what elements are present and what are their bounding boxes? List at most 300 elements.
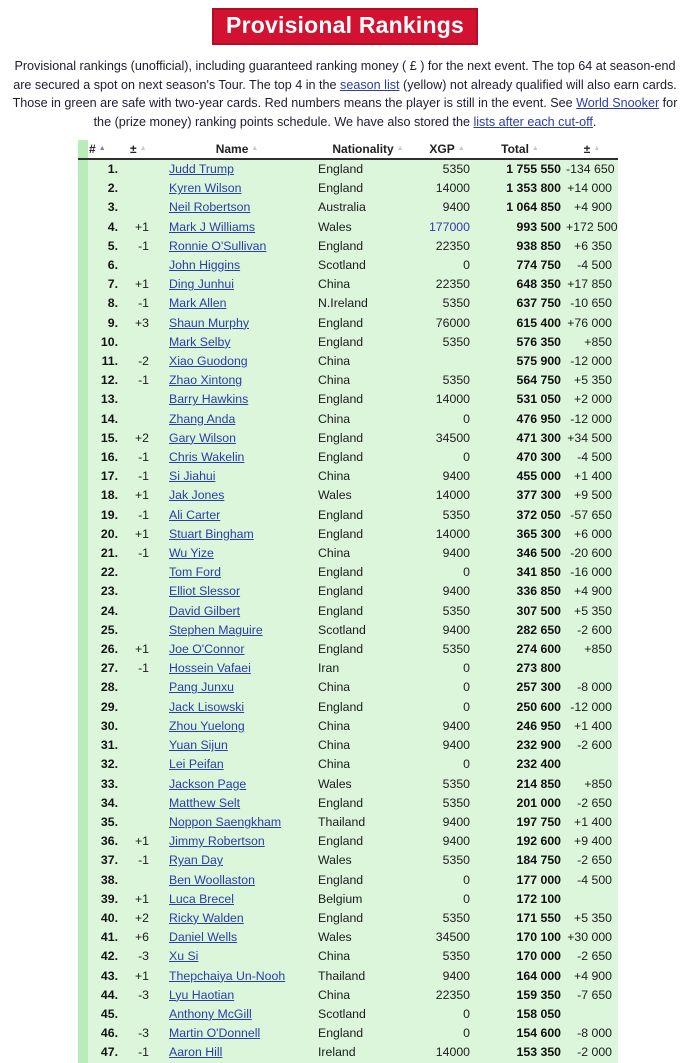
name-cell — [158, 602, 316, 621]
move-cell — [124, 678, 158, 697]
rank-cell: 22. — [88, 563, 124, 582]
table-row — [78, 755, 618, 774]
row-gutter — [78, 851, 88, 870]
change-cell: -12 000 — [566, 410, 618, 429]
name-cell — [158, 582, 316, 601]
nationality-cell: N.Ireland — [316, 294, 420, 313]
nationality-cell: Wales — [316, 775, 420, 794]
nationality-cell: England — [316, 698, 420, 717]
rank-cell: 30. — [88, 717, 124, 736]
row-gutter — [78, 1043, 88, 1062]
move-cell — [124, 775, 158, 794]
nationality-cell: China — [316, 544, 420, 563]
name-cell — [158, 198, 316, 217]
table-row — [78, 871, 618, 890]
name-cell — [158, 640, 316, 659]
player-link[interactable]: Jimmy Robertson — [169, 834, 265, 849]
player-link[interactable]: Hossein Vafaei — [169, 661, 251, 676]
total-cell: 1 755 550 — [474, 159, 566, 179]
player-link[interactable]: Stuart Bingham — [169, 526, 254, 541]
player-link[interactable]: Kyren Wilson — [169, 181, 242, 196]
name-cell — [158, 1043, 316, 1062]
row-gutter — [78, 218, 88, 237]
row-gutter — [78, 275, 88, 294]
change-cell — [566, 890, 618, 909]
row-gutter — [78, 525, 88, 544]
change-cell: -12 000 — [566, 352, 618, 371]
player-link[interactable]: Joe O'Connor — [169, 642, 245, 657]
xgp-cell: 22350 — [420, 237, 474, 256]
xgp-cell: 9400 — [420, 967, 474, 986]
header-total[interactable] — [474, 140, 566, 159]
change-cell: -2 650 — [566, 947, 618, 966]
rank-cell: 20. — [88, 525, 124, 544]
table-row — [78, 198, 618, 217]
sort-icon[interactable]: ▲ — [457, 145, 465, 152]
nationality-cell: Scotland — [316, 1005, 420, 1024]
name-cell — [158, 525, 316, 544]
table-row — [78, 621, 618, 640]
name-cell — [158, 467, 316, 486]
table-row — [78, 736, 618, 755]
xgp-cell: 0 — [420, 890, 474, 909]
sort-icon[interactable]: ▲ — [396, 145, 404, 152]
player-link[interactable]: Zhou Yuelong — [169, 718, 245, 733]
name-cell — [158, 448, 316, 467]
table-row — [78, 640, 618, 659]
player-link[interactable]: Ali Carter — [169, 507, 221, 522]
player-link[interactable]: Jack Lisowski — [169, 699, 245, 714]
rankings-table — [78, 140, 618, 1063]
name-cell — [158, 947, 316, 966]
table-header-row — [78, 140, 618, 159]
total-cell: 232 400 — [474, 755, 566, 774]
total-cell: 1 353 800 — [474, 179, 566, 198]
total-cell: 170 100 — [474, 928, 566, 947]
player-link[interactable]: Jak Jones — [169, 488, 225, 503]
name-cell — [158, 275, 316, 294]
change-cell: -57 650 — [566, 506, 618, 525]
table-row — [78, 986, 618, 1005]
move-cell — [124, 1005, 158, 1024]
title-banner — [0, 8, 690, 45]
player-link[interactable]: Ben Woollaston — [169, 872, 255, 887]
xgp-cell: 0 — [420, 698, 474, 717]
move-cell: -1 — [124, 294, 158, 313]
move-cell — [124, 582, 158, 601]
rank-cell: 13. — [88, 390, 124, 409]
name-cell — [158, 736, 316, 755]
player-link[interactable]: Jackson Page — [169, 776, 247, 791]
row-gutter — [78, 448, 88, 467]
player-link[interactable]: Stephen Maguire — [169, 622, 263, 637]
sort-icon[interactable]: ▲ — [531, 145, 539, 152]
total-cell: 531 050 — [474, 390, 566, 409]
move-cell: -1 — [124, 237, 158, 256]
change-cell: +850 — [566, 775, 618, 794]
name-cell — [158, 1024, 316, 1043]
xgp-cell: 9400 — [420, 582, 474, 601]
name-cell — [158, 544, 316, 563]
rank-cell: 24. — [88, 602, 124, 621]
total-cell: 341 850 — [474, 563, 566, 582]
player-link[interactable]: Xiao Guodong — [169, 354, 248, 369]
xgp-cell: 14000 — [420, 486, 474, 505]
table-row — [78, 928, 618, 947]
xgp-cell: 0 — [420, 678, 474, 697]
nationality-cell: Wales — [316, 928, 420, 947]
header-name-label: Name — [215, 142, 249, 156]
row-gutter — [78, 967, 88, 986]
nationality-cell: England — [316, 448, 420, 467]
player-link[interactable]: Judd Trump — [169, 162, 234, 176]
sort-asc-icon[interactable]: ▲ — [98, 145, 106, 152]
move-cell — [124, 198, 158, 217]
nationality-cell: England — [316, 506, 420, 525]
player-link[interactable]: Lei Peifan — [169, 757, 224, 772]
player-link[interactable]: Thepchaiya Un-Nooh — [169, 968, 286, 983]
xgp-cell: 5350 — [420, 159, 474, 179]
xgp-cell: 5350 — [420, 909, 474, 928]
row-gutter — [78, 794, 88, 813]
xgp-cell: 5350 — [420, 371, 474, 390]
row-gutter — [78, 698, 88, 717]
player-link[interactable]: Mark Allen — [169, 296, 227, 311]
row-gutter — [78, 544, 88, 563]
nationality-cell: Wales — [316, 486, 420, 505]
row-gutter — [78, 678, 88, 697]
name-cell — [158, 986, 316, 1005]
change-cell: +5 350 — [566, 602, 618, 621]
header-nationality-label: Nationality — [332, 142, 394, 156]
intro-link[interactable]: season list — [340, 77, 400, 92]
table-row — [78, 506, 618, 525]
rank-cell: 4. — [88, 218, 124, 237]
change-cell: +850 — [566, 333, 618, 352]
row-gutter — [78, 179, 88, 198]
table-row — [78, 486, 618, 505]
change-cell: +6 000 — [566, 525, 618, 544]
nationality-cell: China — [316, 275, 420, 294]
change-cell: +5 350 — [566, 909, 618, 928]
change-cell: -2 650 — [566, 794, 618, 813]
xgp-cell: 0 — [420, 755, 474, 774]
nationality-cell: Thailand — [316, 813, 420, 832]
total-cell: 336 850 — [474, 582, 566, 601]
nationality-cell: England — [316, 1024, 420, 1043]
player-link[interactable]: Zhang Anda — [169, 411, 236, 426]
change-cell — [566, 1005, 618, 1024]
xgp-cell: 22350 — [420, 275, 474, 294]
player-link[interactable]: Matthew Selt — [169, 795, 241, 810]
rank-cell: 2. — [88, 179, 124, 198]
player-link[interactable]: Luca Brecel — [169, 891, 234, 906]
move-cell — [124, 717, 158, 736]
header-rank-label: # — [89, 142, 96, 156]
rank-cell: 3. — [88, 198, 124, 217]
row-gutter — [78, 775, 88, 794]
move-cell: +1 — [124, 967, 158, 986]
name-cell — [158, 314, 316, 333]
move-cell: +1 — [124, 486, 158, 505]
nationality-cell: Ireland — [316, 1043, 420, 1062]
player-link[interactable]: Anthony McGill — [169, 1006, 252, 1021]
player-link[interactable]: Si Jiahui — [169, 469, 216, 484]
move-cell — [124, 159, 158, 179]
nationality-cell: Wales — [316, 218, 420, 237]
header-name[interactable] — [158, 140, 316, 159]
change-cell: +1 400 — [566, 717, 618, 736]
total-cell: 158 050 — [474, 1005, 566, 1024]
player-link[interactable]: Barry Hawkins — [169, 392, 249, 407]
change-cell: +172 500 — [566, 218, 618, 237]
nationality-cell: China — [316, 736, 420, 755]
player-link[interactable]: Chris Wakelin — [169, 450, 245, 465]
table-row — [78, 544, 618, 563]
sort-icon[interactable]: ▲ — [593, 145, 601, 152]
sort-icon[interactable]: ▲ — [251, 145, 259, 152]
rank-cell: 35. — [88, 813, 124, 832]
change-cell — [566, 659, 618, 678]
rank-cell: 9. — [88, 314, 124, 333]
move-cell: -1 — [124, 371, 158, 390]
header-nationality[interactable] — [316, 140, 420, 159]
rank-cell: 47. — [88, 1043, 124, 1062]
header-rank[interactable] — [88, 140, 124, 159]
rankings-table-body — [78, 159, 618, 1063]
change-cell: +14 000 — [566, 179, 618, 198]
total-cell: 164 000 — [474, 967, 566, 986]
total-cell: 307 500 — [474, 602, 566, 621]
player-link[interactable]: Elliot Slessor — [169, 584, 241, 599]
rank-cell: 5. — [88, 237, 124, 256]
name-cell — [158, 333, 316, 352]
move-cell: +1 — [124, 832, 158, 851]
header-xgp[interactable] — [420, 140, 474, 159]
player-link[interactable]: Yuan Sijun — [169, 738, 228, 753]
nationality-cell: England — [316, 314, 420, 333]
xgp-cell: 14000 — [420, 179, 474, 198]
table-row — [78, 237, 618, 256]
nationality-cell: China — [316, 371, 420, 390]
rank-cell: 8. — [88, 294, 124, 313]
player-link[interactable]: Ronnie O'Sullivan — [169, 238, 267, 253]
change-cell: +5 350 — [566, 371, 618, 390]
change-cell: -2 650 — [566, 851, 618, 870]
xgp-cell: 177000 — [420, 218, 474, 237]
move-cell — [124, 410, 158, 429]
rank-cell: 16. — [88, 448, 124, 467]
change-cell: +9 400 — [566, 832, 618, 851]
total-cell: 282 650 — [474, 621, 566, 640]
total-cell: 471 300 — [474, 429, 566, 448]
xgp-cell: 5350 — [420, 851, 474, 870]
nationality-cell: England — [316, 563, 420, 582]
player-link[interactable]: Martin O'Donnell — [169, 1026, 261, 1041]
total-cell: 177 000 — [474, 871, 566, 890]
player-link[interactable]: Gary Wilson — [169, 430, 236, 445]
name-cell — [158, 410, 316, 429]
rank-cell: 11. — [88, 352, 124, 371]
nationality-cell: Australia — [316, 198, 420, 217]
player-link[interactable]: Ricky Walden — [169, 910, 244, 925]
header-move[interactable] — [124, 140, 158, 159]
header-xgp-label: XGP — [429, 142, 455, 156]
rank-cell: 15. — [88, 429, 124, 448]
xgp-cell: 5350 — [420, 794, 474, 813]
table-row — [78, 890, 618, 909]
xgp-cell: 0 — [420, 410, 474, 429]
name-cell — [158, 506, 316, 525]
row-gutter — [78, 563, 88, 582]
xgp-cell: 5350 — [420, 506, 474, 525]
player-link[interactable]: Wu Yize — [169, 546, 214, 561]
change-cell: +4 900 — [566, 582, 618, 601]
name-cell — [158, 621, 316, 640]
move-cell: +1 — [124, 525, 158, 544]
move-cell — [124, 621, 158, 640]
player-link[interactable]: Noppon Saengkham — [169, 814, 282, 829]
player-link[interactable]: Mark J Williams — [169, 219, 256, 234]
xgp-cell: 5350 — [420, 640, 474, 659]
rank-cell: 38. — [88, 871, 124, 890]
row-gutter — [78, 467, 88, 486]
row-gutter — [78, 1005, 88, 1024]
player-link[interactable]: Tom Ford — [169, 565, 221, 580]
player-link[interactable]: Aaron Hill — [169, 1045, 223, 1060]
rank-cell: 19. — [88, 506, 124, 525]
xgp-cell: 0 — [420, 563, 474, 582]
table-row — [78, 1005, 618, 1024]
change-cell: -2 600 — [566, 736, 618, 755]
player-link[interactable]: Mark Selby — [169, 334, 231, 349]
change-cell: +4 900 — [566, 198, 618, 217]
change-cell: -2 000 — [566, 1043, 618, 1062]
xgp-cell: 9400 — [420, 544, 474, 563]
intro-link[interactable]: World Snooker — [576, 96, 660, 110]
total-cell: 274 600 — [474, 640, 566, 659]
table-row — [78, 678, 618, 697]
total-cell: 201 000 — [474, 794, 566, 813]
player-link[interactable]: David Gilbert — [169, 603, 241, 618]
row-gutter — [78, 486, 88, 505]
rank-cell: 1. — [88, 159, 124, 179]
xgp-cell: 5350 — [420, 602, 474, 621]
table-row — [78, 813, 618, 832]
total-cell: 246 950 — [474, 717, 566, 736]
table-row — [78, 448, 618, 467]
nationality-cell: England — [316, 179, 420, 198]
row-gutter — [78, 871, 88, 890]
nationality-cell: England — [316, 237, 420, 256]
total-cell: 250 600 — [474, 698, 566, 717]
xgp-cell: 9400 — [420, 813, 474, 832]
name-cell — [158, 832, 316, 851]
move-cell: +1 — [124, 218, 158, 237]
total-cell: 637 750 — [474, 294, 566, 313]
table-row — [78, 352, 618, 371]
move-cell — [124, 179, 158, 198]
rank-cell: 39. — [88, 890, 124, 909]
table-row — [78, 179, 618, 198]
name-cell — [158, 909, 316, 928]
rank-cell: 43. — [88, 967, 124, 986]
nationality-cell: Wales — [316, 851, 420, 870]
player-link[interactable]: Pang Junxu — [169, 680, 234, 695]
row-gutter — [78, 986, 88, 1005]
page-title: Provisional Rankings — [212, 8, 478, 45]
total-cell: 154 600 — [474, 1024, 566, 1043]
table-row — [78, 410, 618, 429]
total-cell: 346 500 — [474, 544, 566, 563]
table-row — [78, 794, 618, 813]
row-gutter — [78, 1024, 88, 1043]
row-gutter — [78, 429, 88, 448]
table-row — [78, 909, 618, 928]
header-change[interactable] — [566, 140, 618, 159]
move-cell — [124, 563, 158, 582]
table-row — [78, 947, 618, 966]
name-cell — [158, 659, 316, 678]
rank-cell: 32. — [88, 755, 124, 774]
total-cell: 372 050 — [474, 506, 566, 525]
player-link[interactable]: Ryan Day — [169, 853, 223, 868]
player-link[interactable]: Ding Junhui — [169, 277, 234, 292]
move-cell: -1 — [124, 506, 158, 525]
rank-cell: 17. — [88, 467, 124, 486]
name-cell — [158, 563, 316, 582]
xgp-cell: 9400 — [420, 621, 474, 640]
total-cell: 1 064 850 — [474, 198, 566, 217]
change-cell: -8 000 — [566, 678, 618, 697]
xgp-cell: 9400 — [420, 832, 474, 851]
table-row — [78, 275, 618, 294]
xgp-cell: 0 — [420, 871, 474, 890]
move-cell — [124, 794, 158, 813]
xgp-cell: 14000 — [420, 1043, 474, 1062]
total-cell: 232 900 — [474, 736, 566, 755]
row-gutter — [78, 256, 88, 275]
xgp-cell: 22350 — [420, 986, 474, 1005]
sort-icon[interactable]: ▲ — [139, 145, 147, 152]
nationality-cell: England — [316, 525, 420, 544]
rank-cell: 25. — [88, 621, 124, 640]
total-cell: 476 950 — [474, 410, 566, 429]
player-link[interactable]: Zhao Xintong — [169, 373, 243, 388]
total-cell: 184 750 — [474, 851, 566, 870]
player-link[interactable]: Neil Robertson — [169, 200, 251, 215]
rank-cell: 45. — [88, 1005, 124, 1024]
rank-cell: 29. — [88, 698, 124, 717]
player-link[interactable]: Daniel Wells — [169, 930, 238, 945]
total-cell: 170 000 — [474, 947, 566, 966]
player-link[interactable]: Lyu Haotian — [169, 987, 235, 1002]
player-link[interactable]: John Higgins — [169, 258, 241, 273]
name-cell — [158, 890, 316, 909]
move-cell — [124, 736, 158, 755]
total-cell: 938 850 — [474, 237, 566, 256]
total-cell: 365 300 — [474, 525, 566, 544]
row-gutter — [78, 314, 88, 333]
player-link[interactable]: Xu Si — [169, 949, 199, 964]
nationality-cell: England — [316, 794, 420, 813]
intro-link[interactable]: lists after each cut-off — [473, 114, 593, 129]
header-move-label: ± — [130, 142, 137, 156]
change-cell: -2 600 — [566, 621, 618, 640]
change-cell: +6 350 — [566, 237, 618, 256]
player-link[interactable]: Shaun Murphy — [169, 315, 249, 330]
rank-cell: 10. — [88, 333, 124, 352]
